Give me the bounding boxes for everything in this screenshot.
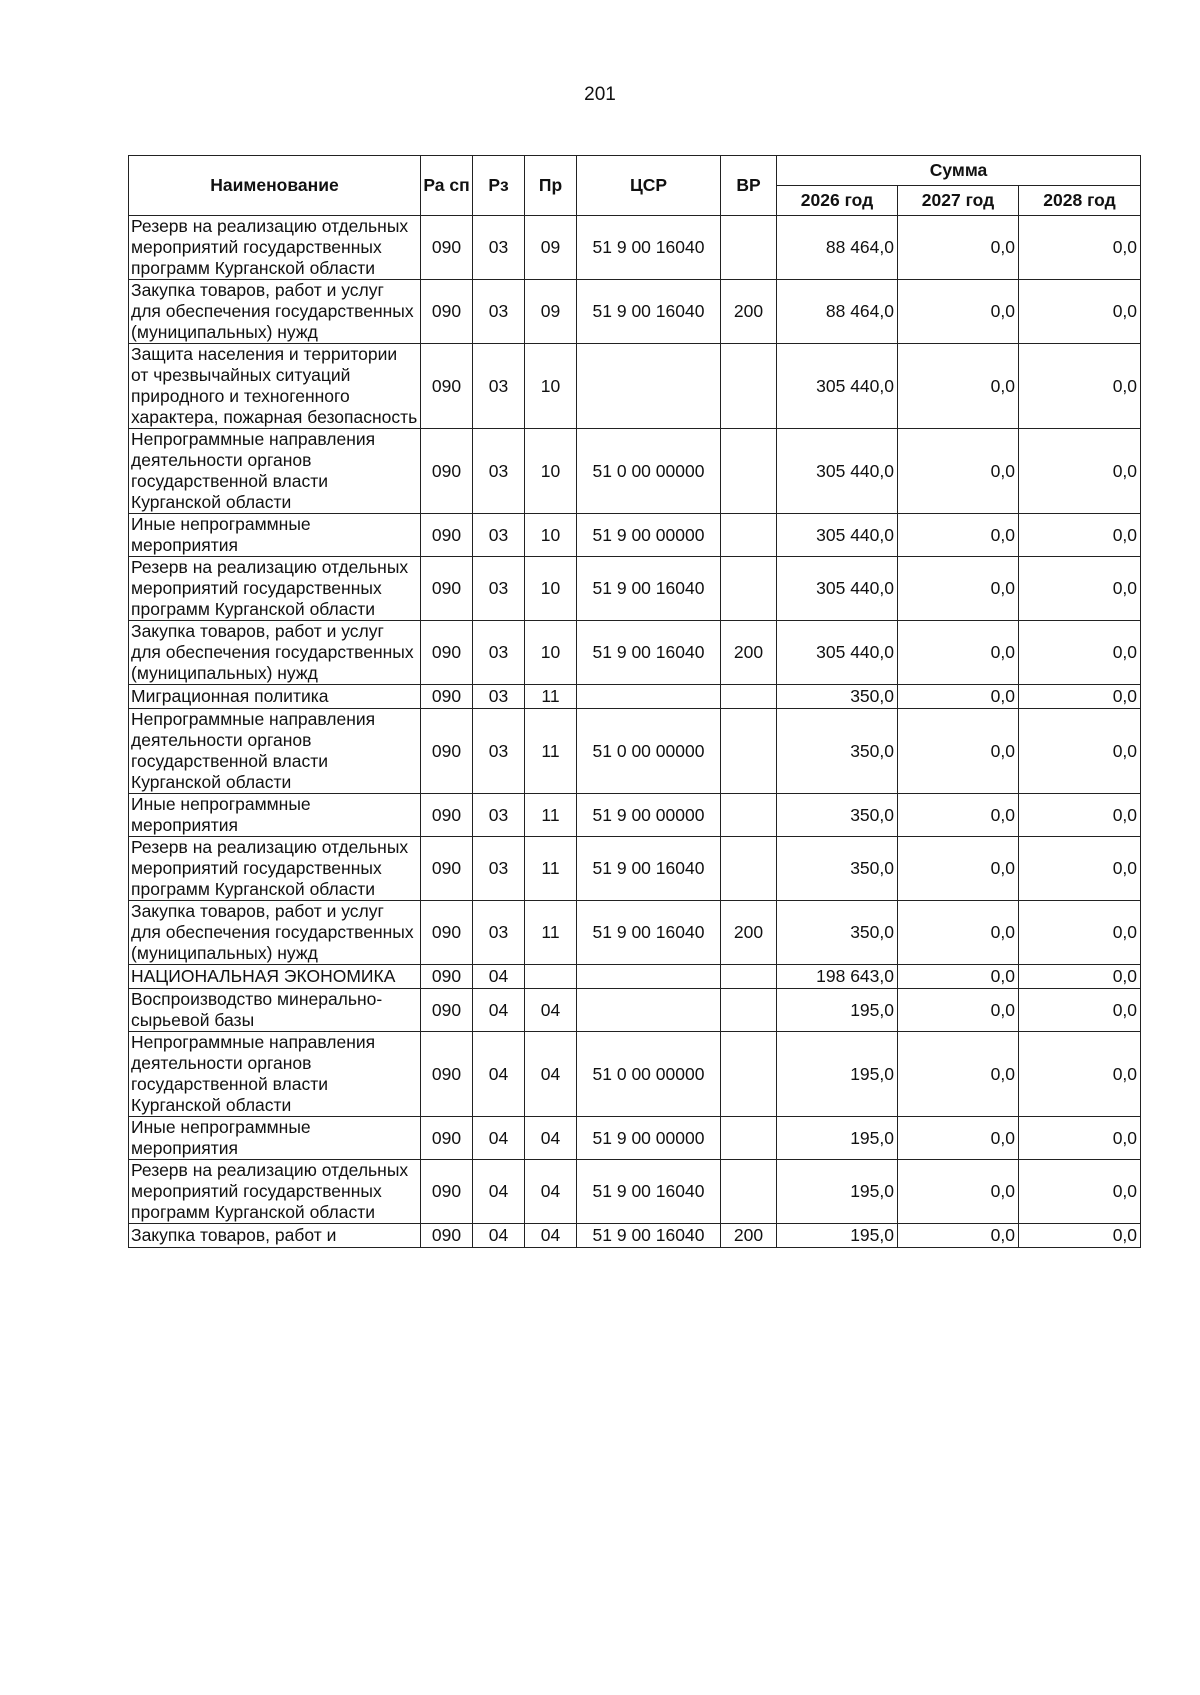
row-sum-2028: 0,0 xyxy=(1019,794,1141,837)
row-sum-2028: 0,0 xyxy=(1019,344,1141,429)
row-pr: 11 xyxy=(525,685,577,709)
row-rz: 03 xyxy=(473,621,525,685)
row-rasp: 090 xyxy=(421,685,473,709)
row-name: Закупка товаров, работ и услуг для обеспечения государственных (муниципальных) нужд xyxy=(129,901,421,965)
row-rasp: 090 xyxy=(421,557,473,621)
row-rz: 03 xyxy=(473,216,525,280)
row-rasp: 090 xyxy=(421,709,473,794)
row-sum-2028: 0,0 xyxy=(1019,514,1141,557)
row-vr xyxy=(721,837,777,901)
row-rasp: 090 xyxy=(421,1224,473,1248)
row-sum-2026: 195,0 xyxy=(777,989,898,1032)
row-sum-2027: 0,0 xyxy=(898,280,1019,344)
row-sum-2026: 350,0 xyxy=(777,685,898,709)
row-sum-2028: 0,0 xyxy=(1019,621,1141,685)
row-rz: 04 xyxy=(473,965,525,989)
row-csr: 51 9 00 16040 xyxy=(577,1160,721,1224)
row-sum-2028: 0,0 xyxy=(1019,837,1141,901)
header-rz: Рз xyxy=(473,156,525,216)
row-name: Иные непрограммные мероприятия xyxy=(129,1117,421,1160)
row-name: Иные непрограммные мероприятия xyxy=(129,794,421,837)
table-row xyxy=(129,557,1141,621)
row-sum-2028: 0,0 xyxy=(1019,557,1141,621)
header-sum: Сумма xyxy=(777,156,1141,186)
row-csr: 51 0 00 00000 xyxy=(577,1032,721,1117)
table-row xyxy=(129,837,1141,901)
row-rz: 04 xyxy=(473,1224,525,1248)
row-sum-2026: 195,0 xyxy=(777,1117,898,1160)
row-rasp: 090 xyxy=(421,514,473,557)
row-csr: 51 9 00 16040 xyxy=(577,216,721,280)
row-pr: 11 xyxy=(525,901,577,965)
row-rz: 04 xyxy=(473,1160,525,1224)
row-sum-2027: 0,0 xyxy=(898,429,1019,514)
row-csr: 51 0 00 00000 xyxy=(577,709,721,794)
row-csr: 51 9 00 16040 xyxy=(577,557,721,621)
row-sum-2026: 350,0 xyxy=(777,901,898,965)
header-rasp: Ра сп xyxy=(421,156,473,216)
row-rasp: 090 xyxy=(421,794,473,837)
row-pr: 10 xyxy=(525,514,577,557)
row-vr: 200 xyxy=(721,1224,777,1248)
table-row xyxy=(129,709,1141,794)
row-sum-2026: 305 440,0 xyxy=(777,621,898,685)
table-row xyxy=(129,1117,1141,1160)
row-sum-2027: 0,0 xyxy=(898,557,1019,621)
row-pr xyxy=(525,965,577,989)
row-sum-2026: 305 440,0 xyxy=(777,429,898,514)
row-csr: 51 9 00 00000 xyxy=(577,794,721,837)
row-csr: 51 0 00 00000 xyxy=(577,429,721,514)
row-csr: 51 9 00 16040 xyxy=(577,621,721,685)
row-rasp: 090 xyxy=(421,429,473,514)
row-sum-2028: 0,0 xyxy=(1019,989,1141,1032)
row-sum-2028: 0,0 xyxy=(1019,965,1141,989)
row-name: Закупка товаров, работ и услуг для обеспечения государственных (муниципальных) нужд xyxy=(129,621,421,685)
row-name: Защита населения и территории от чрезвычайных ситуаций природного и техногенного характера, пожарная безопасность xyxy=(129,344,421,429)
row-name: Резерв на реализацию отдельных мероприятий государственных программ Курганской области xyxy=(129,1160,421,1224)
row-sum-2027: 0,0 xyxy=(898,837,1019,901)
row-rz: 03 xyxy=(473,280,525,344)
row-rasp: 090 xyxy=(421,621,473,685)
row-vr xyxy=(721,965,777,989)
row-sum-2026: 350,0 xyxy=(777,794,898,837)
row-sum-2027: 0,0 xyxy=(898,901,1019,965)
row-sum-2027: 0,0 xyxy=(898,965,1019,989)
table-row xyxy=(129,429,1141,514)
row-rasp: 090 xyxy=(421,1160,473,1224)
page-number: 201 xyxy=(584,84,616,105)
row-vr xyxy=(721,685,777,709)
row-pr: 04 xyxy=(525,989,577,1032)
row-sum-2026: 305 440,0 xyxy=(777,514,898,557)
row-sum-2028: 0,0 xyxy=(1019,1117,1141,1160)
row-rz: 03 xyxy=(473,514,525,557)
row-name: Резерв на реализацию отдельных мероприятий государственных программ Курганской области xyxy=(129,837,421,901)
row-sum-2026: 305 440,0 xyxy=(777,557,898,621)
table-row xyxy=(129,901,1141,965)
row-sum-2026: 350,0 xyxy=(777,709,898,794)
row-pr: 09 xyxy=(525,280,577,344)
row-sum-2027: 0,0 xyxy=(898,216,1019,280)
row-csr xyxy=(577,344,721,429)
row-vr: 200 xyxy=(721,280,777,344)
row-rz: 03 xyxy=(473,837,525,901)
row-rasp: 090 xyxy=(421,901,473,965)
row-pr: 04 xyxy=(525,1160,577,1224)
row-sum-2028: 0,0 xyxy=(1019,685,1141,709)
row-csr: 51 9 00 16040 xyxy=(577,901,721,965)
row-rasp: 090 xyxy=(421,1117,473,1160)
row-rz: 03 xyxy=(473,709,525,794)
row-name: Миграционная политика xyxy=(129,685,421,709)
row-name: Непрограммные направления деятельности органов государственной власти Курганской области xyxy=(129,709,421,794)
header-year-2026: 2026 год xyxy=(777,186,898,216)
row-vr xyxy=(721,514,777,557)
row-rz: 04 xyxy=(473,1032,525,1117)
row-name: Непрограммные направления деятельности органов государственной власти Курганской области xyxy=(129,1032,421,1117)
budget-table xyxy=(128,155,1141,1248)
row-vr xyxy=(721,794,777,837)
table-row xyxy=(129,1160,1141,1224)
row-sum-2027: 0,0 xyxy=(898,344,1019,429)
row-rasp: 090 xyxy=(421,1032,473,1117)
row-sum-2028: 0,0 xyxy=(1019,1160,1141,1224)
row-vr: 200 xyxy=(721,621,777,685)
row-sum-2027: 0,0 xyxy=(898,1224,1019,1248)
row-pr: 10 xyxy=(525,344,577,429)
row-sum-2028: 0,0 xyxy=(1019,709,1141,794)
row-rasp: 090 xyxy=(421,216,473,280)
row-rz: 04 xyxy=(473,989,525,1032)
header-csr: ЦСР xyxy=(577,156,721,216)
row-sum-2028: 0,0 xyxy=(1019,1224,1141,1248)
row-csr: 51 9 00 16040 xyxy=(577,1224,721,1248)
row-name: Непрограммные направления деятельности органов государственной власти Курганской области xyxy=(129,429,421,514)
row-sum-2027: 0,0 xyxy=(898,685,1019,709)
row-rasp: 090 xyxy=(421,989,473,1032)
row-name: Иные непрограммные мероприятия xyxy=(129,514,421,557)
row-pr: 10 xyxy=(525,557,577,621)
row-vr xyxy=(721,557,777,621)
row-csr xyxy=(577,685,721,709)
row-vr xyxy=(721,429,777,514)
row-rz: 03 xyxy=(473,901,525,965)
row-sum-2028: 0,0 xyxy=(1019,280,1141,344)
row-rz: 03 xyxy=(473,557,525,621)
row-rz: 03 xyxy=(473,685,525,709)
row-pr: 11 xyxy=(525,837,577,901)
row-vr xyxy=(721,1160,777,1224)
row-sum-2028: 0,0 xyxy=(1019,429,1141,514)
row-vr xyxy=(721,709,777,794)
row-rz: 04 xyxy=(473,1117,525,1160)
header-pr: Пр xyxy=(525,156,577,216)
table-row xyxy=(129,280,1141,344)
row-pr: 04 xyxy=(525,1224,577,1248)
row-rasp: 090 xyxy=(421,344,473,429)
row-name: Резерв на реализацию отдельных мероприятий государственных программ Курганской области xyxy=(129,216,421,280)
header-year-2028: 2028 год xyxy=(1019,186,1141,216)
row-name: Закупка товаров, работ и услуг для обеспечения государственных (муниципальных) нужд xyxy=(129,280,421,344)
row-rz: 03 xyxy=(473,429,525,514)
row-rasp: 090 xyxy=(421,965,473,989)
row-sum-2026: 195,0 xyxy=(777,1032,898,1117)
row-pr: 11 xyxy=(525,794,577,837)
table-row xyxy=(129,685,1141,709)
table-row xyxy=(129,989,1141,1032)
row-sum-2026: 88 464,0 xyxy=(777,280,898,344)
row-sum-2026: 350,0 xyxy=(777,837,898,901)
row-vr xyxy=(721,1032,777,1117)
row-sum-2026: 195,0 xyxy=(777,1160,898,1224)
row-csr xyxy=(577,965,721,989)
row-vr: 200 xyxy=(721,901,777,965)
row-sum-2027: 0,0 xyxy=(898,621,1019,685)
row-sum-2028: 0,0 xyxy=(1019,1032,1141,1117)
row-name: Закупка товаров, работ и xyxy=(129,1224,421,1248)
row-sum-2027: 0,0 xyxy=(898,709,1019,794)
row-sum-2028: 0,0 xyxy=(1019,216,1141,280)
row-pr: 04 xyxy=(525,1117,577,1160)
row-sum-2028: 0,0 xyxy=(1019,901,1141,965)
row-vr xyxy=(721,344,777,429)
row-name: Резерв на реализацию отдельных мероприятий государственных программ Курганской области xyxy=(129,557,421,621)
row-csr xyxy=(577,989,721,1032)
row-vr xyxy=(721,989,777,1032)
row-csr: 51 9 00 16040 xyxy=(577,280,721,344)
row-sum-2027: 0,0 xyxy=(898,794,1019,837)
row-pr: 10 xyxy=(525,429,577,514)
row-vr xyxy=(721,216,777,280)
table-row xyxy=(129,1224,1141,1248)
table-body xyxy=(129,216,1141,1248)
header-vr: ВР xyxy=(721,156,777,216)
row-rz: 03 xyxy=(473,794,525,837)
header-name: Наименование xyxy=(129,156,421,216)
row-pr: 11 xyxy=(525,709,577,794)
row-csr: 51 9 00 16040 xyxy=(577,837,721,901)
row-sum-2026: 198 643,0 xyxy=(777,965,898,989)
row-name: НАЦИОНАЛЬНАЯ ЭКОНОМИКА xyxy=(129,965,421,989)
table-row xyxy=(129,344,1141,429)
row-sum-2026: 305 440,0 xyxy=(777,344,898,429)
row-sum-2026: 195,0 xyxy=(777,1224,898,1248)
table-row xyxy=(129,514,1141,557)
row-sum-2027: 0,0 xyxy=(898,1160,1019,1224)
row-rasp: 090 xyxy=(421,280,473,344)
table-row xyxy=(129,1032,1141,1117)
table-row xyxy=(129,621,1141,685)
header-year-2027: 2027 год xyxy=(898,186,1019,216)
row-name: Воспроизводство минерально-сырьевой базы xyxy=(129,989,421,1032)
table-row xyxy=(129,794,1141,837)
table-row xyxy=(129,216,1141,280)
row-sum-2027: 0,0 xyxy=(898,514,1019,557)
row-csr: 51 9 00 00000 xyxy=(577,1117,721,1160)
row-sum-2026: 88 464,0 xyxy=(777,216,898,280)
row-sum-2027: 0,0 xyxy=(898,989,1019,1032)
row-rasp: 090 xyxy=(421,837,473,901)
row-sum-2027: 0,0 xyxy=(898,1117,1019,1160)
row-csr: 51 9 00 00000 xyxy=(577,514,721,557)
row-pr: 09 xyxy=(525,216,577,280)
table-row xyxy=(129,965,1141,989)
row-pr: 10 xyxy=(525,621,577,685)
row-vr xyxy=(721,1117,777,1160)
row-pr: 04 xyxy=(525,1032,577,1117)
row-sum-2027: 0,0 xyxy=(898,1032,1019,1117)
row-rz: 03 xyxy=(473,344,525,429)
